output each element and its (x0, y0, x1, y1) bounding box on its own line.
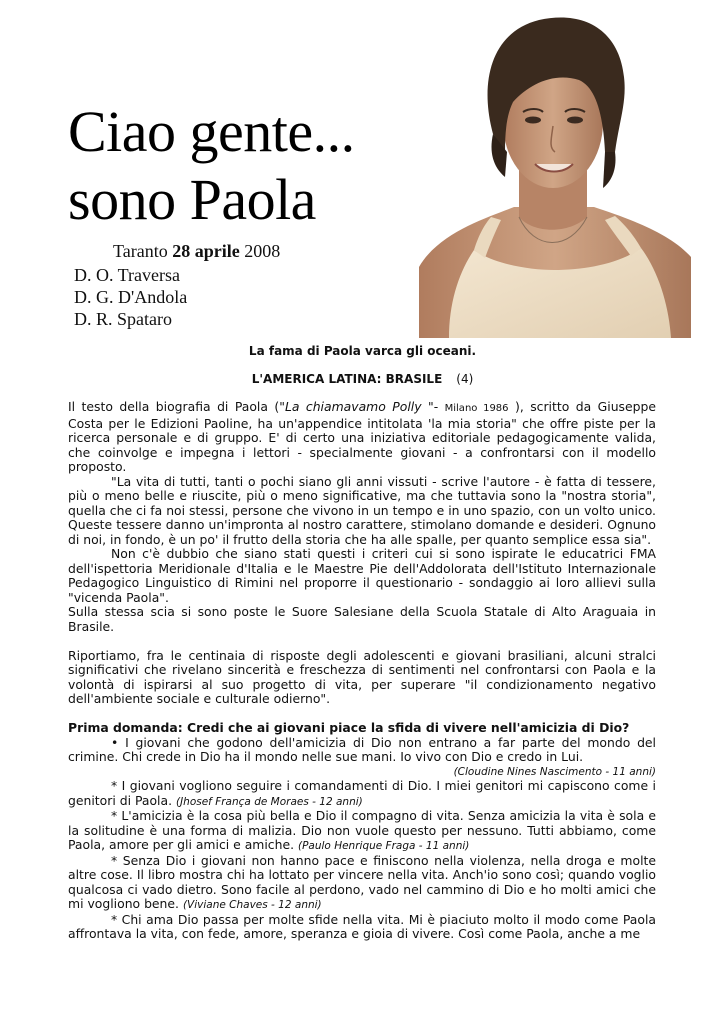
portrait-icon (419, 2, 691, 338)
answer-2-signature: (Jhosef França de Moraes - 12 anni) (175, 795, 363, 808)
dateline-date: 28 aprile (172, 241, 240, 261)
answer-1-signature: (Cloudine Nines Nascimento - 11 anni) (453, 765, 656, 778)
heading-section (0, 372, 725, 387)
intro-sep: "- (421, 399, 445, 414)
dateline-place: Taranto (113, 241, 173, 261)
paragraph-brasile: Sulla stessa scia si sono poste le Suore Salesiane della Scuola Statale di Alto Araguaia in Brasile. (68, 604, 656, 634)
dateline-year: 2008 (239, 241, 281, 261)
answer-5-text: * Chi ama Dio passa per molte sfide nella vita. Mi è piaciuto molto il modo come Paola affrontava la vita, con fede, amore, speranza e gioia di vivere. Così come Paola, anche a me (68, 911, 656, 941)
answer-2 (68, 779, 656, 809)
book-title: La chiamavamo Polly (284, 399, 422, 414)
answer-3-text: * L'amicizia è la cosa più bella e Dio il compagno di vita. Senza amicizia la vita è sola e la solitudine è una forma di malizia. Dio non vuole questo per nessuno. Tutti abbiamo, come Paola, amore per gli amici e amiche. (68, 808, 656, 852)
answer-4-signature: (Viviane Chaves - 12 anni) (182, 899, 322, 911)
heading-section-title: L'AMERICA LATINA: BRASILE (251, 372, 443, 386)
answer-4 (68, 854, 656, 913)
answer-1-text: • I giovani che godono dell'amicizia di Dio non entrano a far parte del mondo del crimine. Chi crede in Dio ha il mondo nelle sue mani. Io vivo con Dio e credo in Lui. (68, 734, 656, 764)
article-body (68, 400, 656, 942)
author-3: D. R. Spataro (74, 309, 172, 329)
answer-5 (68, 913, 656, 942)
paragraph-criteria: Non c'è dubbio che siano stati questi i criteri cui si sono ispirate le educatrici FMA dell'ispettoria Meridionale d'Italia e le Maestre Pie dell'Addolorata dell'Istituto Internazionale Pedagogico Linguistico di Rimini nel proporre il questionario - sondaggio ai loro allievi sulla "vicenda Paola". (68, 546, 656, 605)
portrait-photo (419, 2, 691, 338)
heading-fame: La fama di Paola varca gli oceani. (248, 344, 477, 358)
author-list (74, 264, 187, 330)
author-1: D. O. Traversa (74, 265, 180, 285)
paragraph-intro (68, 400, 656, 475)
answer-1 (68, 736, 656, 780)
title-line-2: sono Paola (68, 167, 316, 232)
paragraph-report: Riportiamo, fra le centinaia di risposte degli adolescenti e giovani brasiliani, alcuni stralci significativi che rivelano sincerità e freschezza di sentimenti nel confrontarsi con Paola e la volontà di ispirarsi al suo progetto di vita, per superare "il condizionamento negativo dell'ambiente sociale e culturale odierno". (68, 647, 656, 706)
intro-text: Il testo della biografia di Paola (" (68, 399, 285, 414)
page-title (68, 98, 355, 234)
answer-4-text: * Senza Dio i giovani non hanno pace e finiscono nella violenza, nella droga e molte altre cose. Il libro mostra chi ha lottato per vincere nella vita. Anch'io sono così; quando voglio qualcosa ci vado dietro. Sono facile al perdono, vado nel cammino di Dio e ho molti amici che mi vogliono bene. (68, 852, 656, 911)
question-1: Prima domanda: Credi che ai giovani piace la sfida di vivere nell'amicizia di Dio? (68, 720, 630, 735)
heading-section-number: (4) (456, 372, 474, 386)
author-2: D. G. D'Andola (74, 287, 188, 307)
book-publication: Milano 1986 (444, 403, 509, 414)
answer-3 (68, 809, 656, 854)
answer-3-signature: (Paulo Henrique Fraga - 11 anni) (298, 840, 470, 852)
answer-2-text: * I giovani vogliono seguire i comandamenti di Dio. I miei genitori mi capiscono come i genitori di Paola. (68, 778, 656, 808)
title-line-1: Ciao gente... (68, 99, 355, 164)
dateline (113, 240, 280, 262)
intro-rest: ), scritto da Giuseppe Costa per le Edizioni Paoline, ha un'appendice intitolata 'la mia storia" che offre piste per la ricerca personale e di gruppo. E' di certo una iniziativa editoriale pedagogicamente valida, che coinvolge e impegna i lettori - specialmente giovani - a confrontarsi con il modello proposto. (68, 399, 656, 474)
paragraph-quote: "La vita di tutti, tanti o pochi siano gli anni vissuti - scrive l'autore - è fatta di tessere, più o meno belle e riuscite, più o meno significative, ma che tuttavia sono la "nostra storia", quella che ci fa noi stessi, persone che vivono in un tempo e in uno spazio, con un volto unico. Queste tessere danno un'impronta al nostro carattere, stimolano domande e desideri. Ognuno di noi, in fondo, è un po' il frutto della storia che ha alle spalle, per quanto semplice essa sia". (68, 473, 656, 547)
